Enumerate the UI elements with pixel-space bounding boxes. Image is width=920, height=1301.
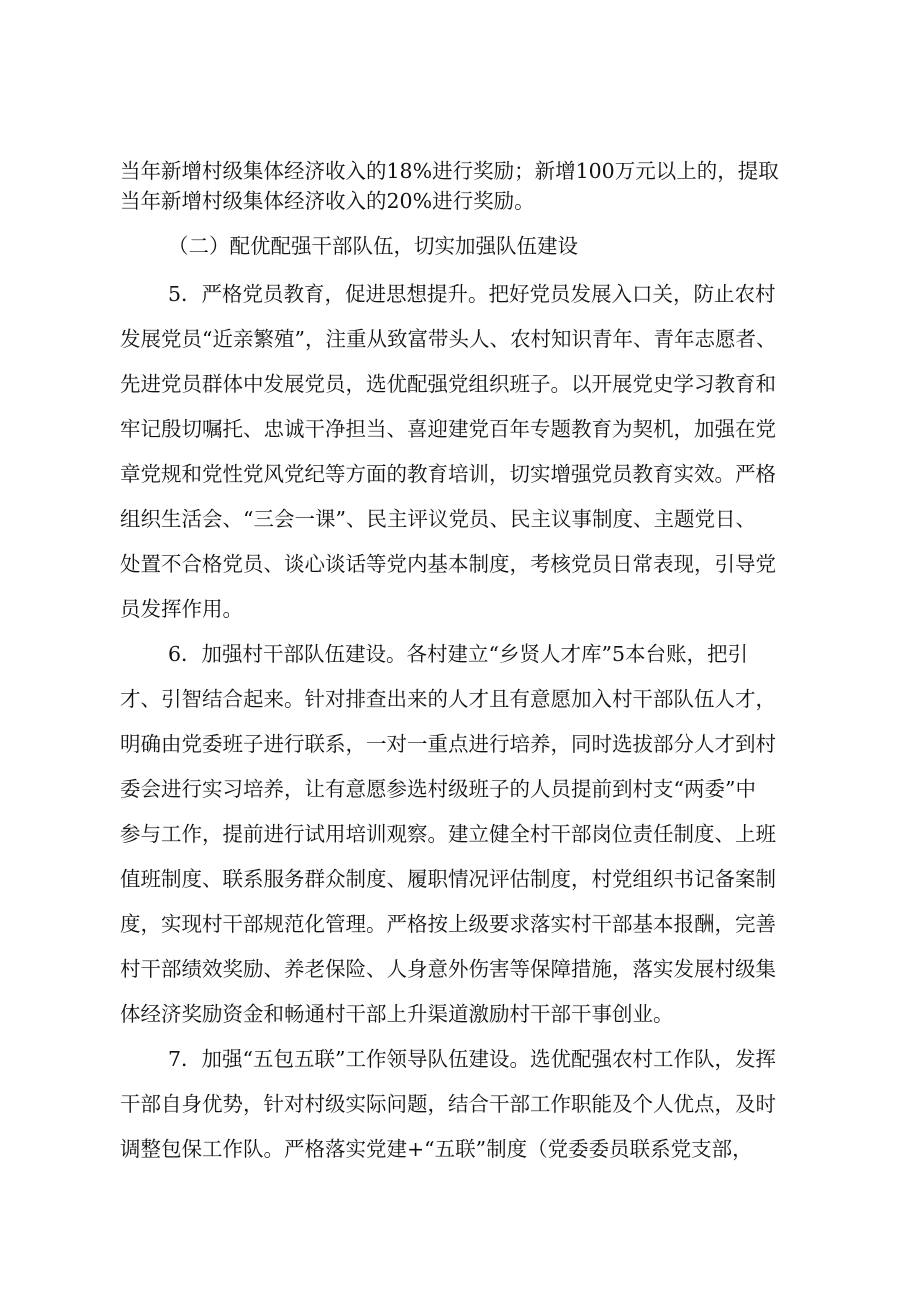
item7-line-3: 调整包保工作队。严格落实党建+“五联”制度（党委委员联系党支部， — [120, 1137, 753, 1161]
item5-line-2: 发展党员“近亲繁殖”，注重从致富带头人、农村知识青年、青年志愿者、 — [120, 327, 777, 351]
item5-line-7: 处置不合格党员、谈心谈话等党内基本制度，考核党员日常表现，引导党 — [120, 552, 776, 576]
item6-line-9: 体经济奖励资金和畅通村干部上升渠道激励村干部干事创业。 — [120, 1002, 674, 1026]
item6-line-2: 才、引智结合起来。针对排查出来的人才且有意愿加入村干部队伍人才， — [120, 687, 776, 711]
item6-line-7: 度，实现村干部规范化管理。严格按上级要求落实村干部基本报酬，完善 — [120, 912, 776, 936]
item5-line-5: 章党规和党性党风党纪等方面的教育培训，切实增强党员教育实效。严格 — [120, 462, 776, 486]
item5-line-1: 5．严格党员教育，促进思想提升。把好党员发展入口关，防止农村 — [168, 282, 776, 306]
item5-line-3: 先进党员群体中发展党员，选优配强党组织班子。以开展党史学习教育和 — [120, 372, 776, 396]
item6-line-1: 6．加强村干部队伍建设。各村建立“乡贤人才库”5本台账，把引 — [168, 642, 749, 666]
item6-line-4: 委会进行实习培养，让有意愿参选村级班子的人员提前到村支“两委”中 — [120, 777, 756, 801]
item7-line-1: 7．加强“五包五联”工作领导队伍建设。选优配强农村工作队，发挥 — [168, 1047, 777, 1071]
item5-line-4: 牢记殷切嘱托、忠诚干净担当、喜迎建党百年专题教育为契机，加强在党 — [120, 417, 776, 441]
intro-line-1: 当年新增村级集体经济收入的18%进行奖励；新增100万元以上的，提取 — [120, 159, 779, 183]
item6-line-8: 村干部绩效奖励、养老保险、人身意外伤害等保障措施，落实发展村级集 — [120, 957, 776, 981]
section-heading: （二）配优配强干部队伍，切实加强队伍建设 — [168, 234, 578, 258]
item6-line-3: 明确由党委班子进行联系，一对一重点进行培养，同时选拔部分人才到村 — [120, 732, 776, 756]
intro-line-2: 当年新增村级集体经济收入的20%进行奖励。 — [120, 189, 535, 213]
item6-line-6: 值班制度、联系服务群众制度、履职情况评估制度，村党组织书记备案制 — [120, 867, 776, 891]
item6-line-5: 参与工作，提前进行试用培训观察。建立健全村干部岗位责任制度、上班 — [120, 822, 776, 846]
item5-line-8: 员发挥作用。 — [120, 597, 243, 621]
item7-line-2: 干部自身优势，针对村级实际问题，结合干部工作职能及个人优点，及时 — [120, 1092, 776, 1116]
item5-line-6: 组织生活会、“三会一课”、民主评议党员、民主议事制度、主题党日、 — [120, 507, 756, 531]
